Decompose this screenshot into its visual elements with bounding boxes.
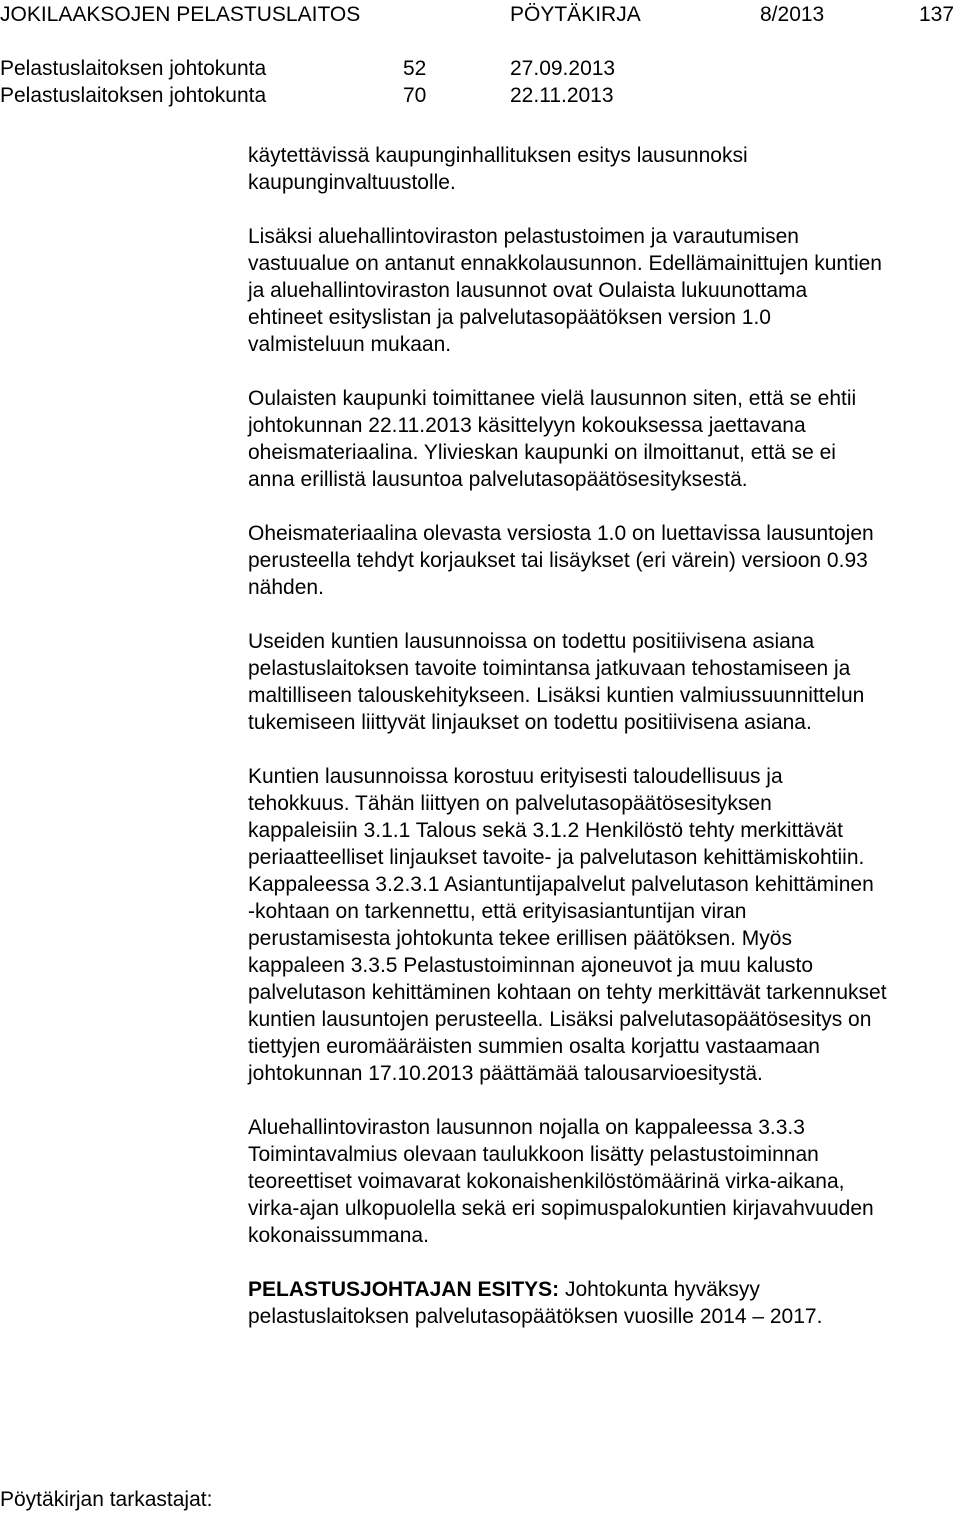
text-line: periaatteelliset linjaukset tavoite- ja palvelutason kehittämiskohtiin. <box>248 846 865 869</box>
proposal-line-1 <box>248 1276 960 1303</box>
text-line: tukemiseen liittyvät linjaukset on todettu positiivisena asiana. <box>248 711 812 734</box>
text-line: Oulaisten kaupunki toimittanee vielä lausunnon siten, että se ehtii <box>248 387 857 410</box>
text-line: oheismateriaalina. Ylivieskan kaupunki on ilmoittanut, että se ei <box>248 441 836 464</box>
proposal-line-2: pelastuslaitoksen palvelutasopäätöksen vuosille 2014 – 2017. <box>248 1305 823 1328</box>
text-line: kokonaissummana. <box>248 1224 429 1247</box>
document-number: 8/2013 <box>760 3 825 26</box>
text-line: tehokkuus. Tähän liittyen on palvelutasopäätösesityksen <box>248 792 772 815</box>
text-line: ehtineet esityslistan ja palvelutasopäätöksen version 1.0 <box>248 306 771 329</box>
paragraph-5 <box>248 628 960 736</box>
meeting-date-1: 27.09.2013 <box>510 57 616 80</box>
paragraph-1 <box>248 142 960 196</box>
paragraph-3 <box>248 385 960 493</box>
text-line: nähden. <box>248 576 324 599</box>
meeting-body-1: Pelastuslaitoksen johtokunta <box>0 57 267 80</box>
text-line: Oheismateriaalina olevasta versiosta 1.0 on luettavissa lausuntojen <box>248 522 874 545</box>
text-line: kaupunginvaltuustolle. <box>248 171 456 194</box>
text-line: kappaleisiin 3.1.1 Talous sekä 3.1.2 Henkilöstö tehty merkittävät <box>248 819 843 842</box>
paragraph-6 <box>248 763 960 1087</box>
text-line: virka-ajan ulkopuolella sekä eri sopimuspalokuntien kirjavahvuuden <box>248 1197 874 1220</box>
text-line: kuntien lausuntojen perusteella. Lisäksi palvelutasopäätösesitys on <box>248 1008 872 1031</box>
meeting-section-1: 52 <box>403 57 427 80</box>
text-line: pelastuslaitoksen tavoite toimintansa jatkuvaan tehostamiseen ja <box>248 657 851 680</box>
text-line: Kappaleessa 3.2.3.1 Asiantuntijapalvelut palvelutason kehittäminen <box>248 873 874 896</box>
text-line: ja aluehallintoviraston lausunnot ovat Oulaista lukuunottama <box>248 279 808 302</box>
minutes-reviewers-label: Pöytäkirjan tarkastajat: <box>0 1488 213 1511</box>
text-line: vastuualue on antanut ennakkolausunnon. Edellämainittujen kuntien <box>248 252 882 275</box>
meeting-date-2: 22.11.2013 <box>510 84 614 107</box>
text-line: -kohtaan on tarkennettu, että erityisasiantuntijan viran <box>248 900 747 923</box>
text-line: perustamisesta johtokunta tekee erillisen päätöksen. Myös <box>248 927 792 950</box>
text-line: Toimintavalmius olevaan taulukkoon lisätty pelastustoiminnan <box>248 1143 819 1166</box>
text-line: kappaleen 3.3.5 Pelastustoiminnan ajoneuvot ja muu kalusto <box>248 954 814 977</box>
text-line: anna erillistä lausuntoa palvelutasopäätösesityksestä. <box>248 468 748 491</box>
text-line: Lisäksi aluehallintoviraston pelastustoimen ja varautumisen <box>248 225 799 248</box>
page-number: 137 <box>919 3 955 26</box>
paragraph-4 <box>248 520 960 601</box>
document-body <box>248 142 960 1330</box>
text-line: Useiden kuntien lausunnoissa on todettu positiivisena asiana <box>248 630 815 653</box>
text-line: maltilliseen talouskehitykseen. Lisäksi kuntien valmiussuunnittelun <box>248 684 865 707</box>
proposal-paragraph <box>248 1276 960 1330</box>
text-line: johtokunnan 22.11.2013 käsittelyyn kokouksessa jaettavana <box>248 414 806 437</box>
paragraph-7 <box>248 1114 960 1249</box>
text-line: johtokunnan 17.10.2013 päättämää talousarvioesitystä. <box>248 1062 763 1085</box>
text-line: perusteella tehdyt korjaukset tai lisäykset (eri värein) versioon 0.93 <box>248 549 868 572</box>
proposal-text: Johtokunta hyväksyy <box>559 1278 760 1301</box>
meeting-body-2: Pelastuslaitoksen johtokunta <box>0 84 267 107</box>
text-line: tiettyjen euromääräisten summien osalta korjattu vastaamaan <box>248 1035 820 1058</box>
text-line: palvelutason kehittäminen kohtaan on tehty merkittävät tarkennukset <box>248 981 887 1004</box>
text-line: Aluehallintoviraston lausunnon nojalla on kappaleessa 3.3.3 <box>248 1116 805 1139</box>
meeting-section-2: 70 <box>403 84 427 107</box>
proposal-label: PELASTUSJOHTAJAN ESITYS: <box>248 1278 560 1301</box>
text-line: valmisteluun mukaan. <box>248 333 452 356</box>
text-line: Kuntien lausunnoissa korostuu erityisesti taloudellisuus ja <box>248 765 783 788</box>
organization-name: JOKILAAKSOJEN PELASTUSLAITOS <box>0 3 361 26</box>
text-line: teoreettiset voimavarat kokonaishenkilöstömäärinä virka-aikana, <box>248 1170 845 1193</box>
paragraph-2 <box>248 223 960 358</box>
text-line: käytettävissä kaupunginhallituksen esitys lausunnoksi <box>248 144 748 167</box>
document-type: PÖYTÄKIRJA <box>510 3 641 26</box>
